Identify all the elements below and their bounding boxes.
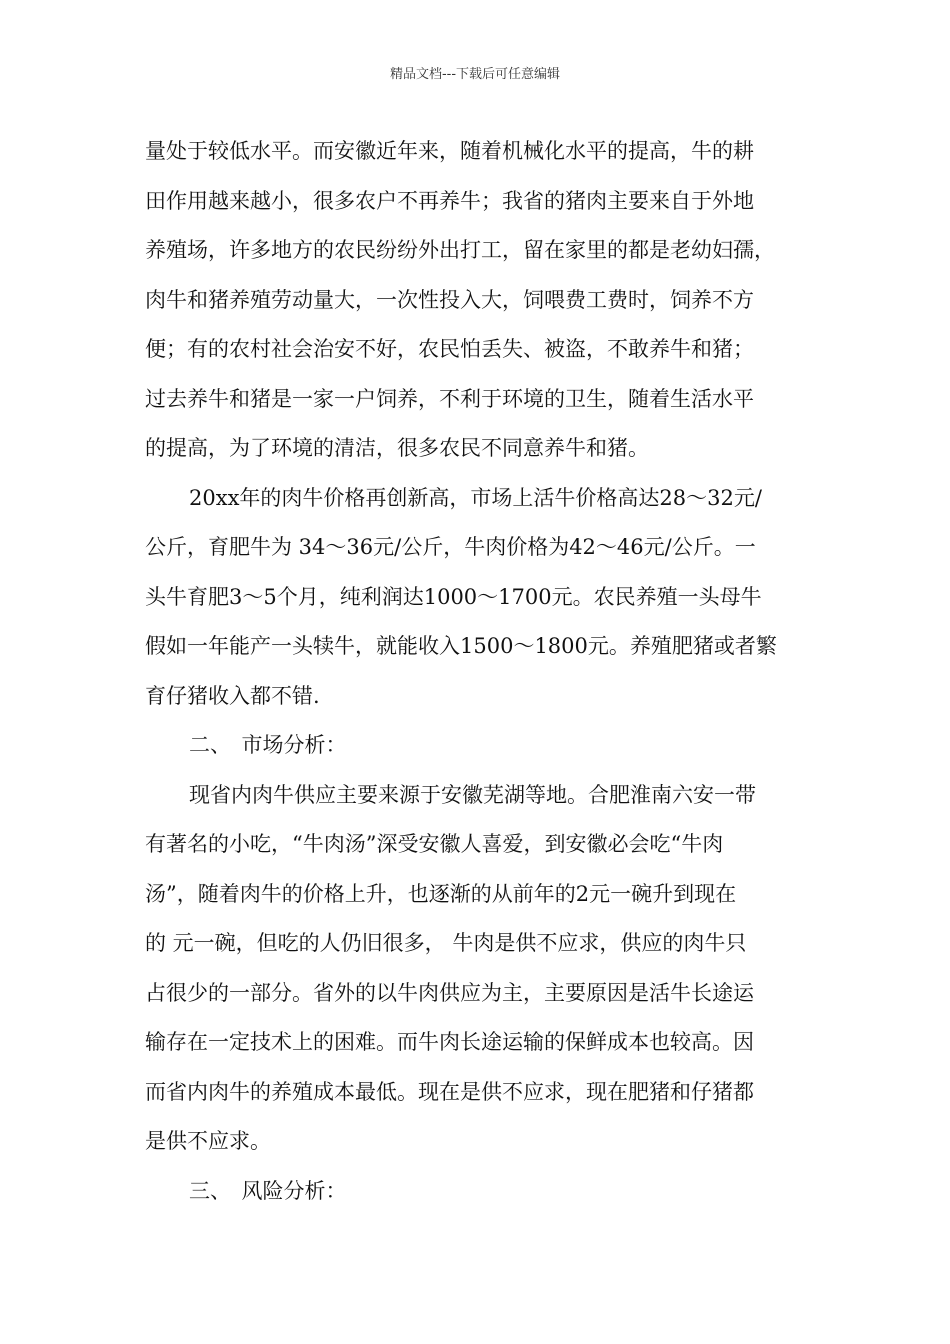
text-line: 是供不应求。 xyxy=(145,1129,271,1153)
text-line: 量处于较低水平。而安徽近年来，随着机械化水平的提高，牛的耕 xyxy=(145,139,754,163)
section-heading: 三、 风险分析： xyxy=(189,1178,347,1203)
text-line: 汤”，随着肉牛的价格上升，也逐渐的从前年的2元一碗升到现在 xyxy=(145,881,737,906)
text-line: 育仔猪收入都不错. xyxy=(145,683,320,708)
text-line: 假如一年能产一头犊牛，就能收入1500～1800元。养殖肥猪或者繁 xyxy=(145,634,777,658)
text-line: 过去养牛和猪是一家一户饲养，不利于环境的卫生，随着生活水平 xyxy=(145,386,754,411)
text-line: 占很少的一部分。省外的以牛肉供应为主，主要原因是活牛长途运 xyxy=(145,980,754,1005)
text-line: 便；有的农村社会治安不好，农民怕丢失、被盗，不敢养牛和猪； xyxy=(145,337,754,361)
text-line: 输存在一定技术上的困难。而牛肉长途运输的保鲜成本也较高。因 xyxy=(145,1030,754,1054)
text-line: 20xx年的肉牛价格再创新高，市场上活牛价格高达28～32元/ xyxy=(189,485,762,510)
text-line: 头牛育肥3～5个月，纯利润达1000～1700元。农民养殖一头母牛 xyxy=(145,584,762,609)
text-line: 现省内肉牛供应主要来源于安徽芜湖等地。合肥淮南六安一带 xyxy=(189,782,756,807)
text-line: 有著名的小吃，“牛肉汤”深受安徽人喜爱，到安徽必会吃“牛肉 xyxy=(145,832,724,856)
text-line: 肉牛和猪养殖劳动量大，一次性投入大，饲喂费工费时，饲养不方 xyxy=(145,287,754,312)
text-line: 的 元一碗，但吃的人仍旧很多， 牛肉是供不应求，供应的肉牛只 xyxy=(145,931,747,955)
text-line: 公斤，育肥牛为 34～36元/公斤，牛肉价格为42～46元/公斤。一 xyxy=(145,535,756,559)
text-line: 田作用越来越小，很多农户不再养牛；我省的猪肉主要来自于外地 xyxy=(145,188,754,213)
text-line: 养殖场，许多地方的农民纷纷外出打工，留在家里的都是老幼妇孺， xyxy=(145,238,775,262)
section-heading: 二、 市场分析： xyxy=(189,733,347,757)
text-line: 的提高，为了环境的清洁，很多农民不同意养牛和猪。 xyxy=(145,436,649,460)
body-text xyxy=(145,127,825,1216)
text-line: 而省内肉牛的养殖成本最低。现在是供不应求，现在肥猪和仔猪都 xyxy=(145,1079,754,1104)
page-header: 精品文档---下载后可任意编辑 xyxy=(389,67,561,82)
